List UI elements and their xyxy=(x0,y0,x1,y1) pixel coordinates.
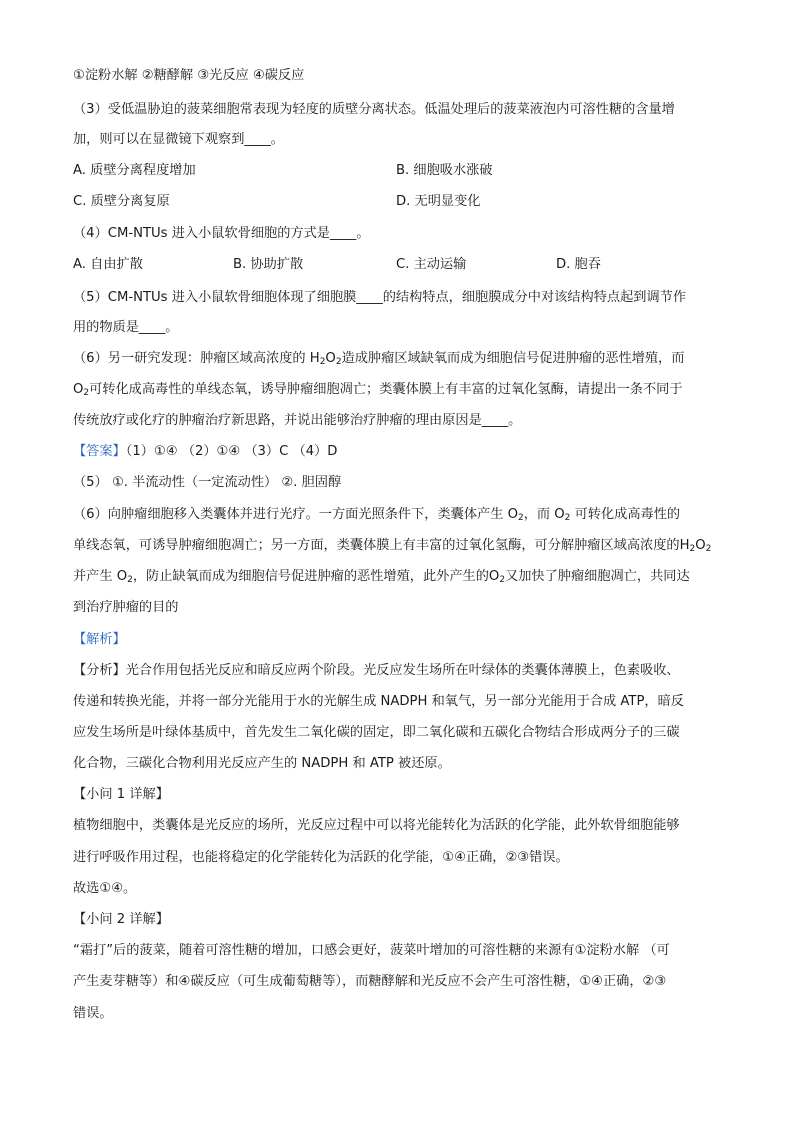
fenxi-line2: 传递和转换光能，并将一部分光能用于水的光解生成 NADPH 和氧气，另一部分光能用于合成 ATP，暗反 xyxy=(73,694,684,709)
sub1-line1: 植物细胞中，类囊体是光反应的场所，光反应过程中可以将光能转化为活跃的化学能，此外软骨细胞能够 xyxy=(73,818,680,833)
sub1-line3: 故选①④。 xyxy=(73,881,137,896)
fenxi-line3: 应发生场所是叶绿体基质中，首先发生二氧化碳的固定，即二氧化碳和五碳化合物结合形成两分子的三碳 xyxy=(73,725,680,740)
fenxi-line1: 【分析】光合作用包括光反应和暗反应两个阶段。光反应发生场所在叶绿体的类囊体薄膜上，色素吸收、 xyxy=(73,663,680,678)
q5-stem-line1: （5）CM-NTUs 进入小鼠软骨细胞体现了细胞膜____的结构特点，细胞膜成分中对该结构特点起到调节作 xyxy=(73,290,687,305)
sub1-heading: 【小问 1 详解】 xyxy=(73,787,169,802)
q3-stem-line1: （3）受低温胁迫的菠菜细胞常表现为轻度的质壁分离状态。低温处理后的菠菜液泡内可溶性糖的含量增 xyxy=(73,102,675,117)
q4-option-c: C. 主动运输 xyxy=(396,257,467,272)
answer-line2: （5） ①. 半流动性（一定流动性） ②. 胆固醇 xyxy=(73,475,342,490)
q6-stem-line2: $O_2$可转化成高毒性的单线态氧，诱导肿瘤细胞凋亡；类囊体膜上有丰富的过氧化氢酶，请提出一条不同于 xyxy=(73,382,683,398)
q3-option-d: D. 无明显变化 xyxy=(396,194,481,209)
q3-option-c: C. 质壁分离复原 xyxy=(73,194,170,209)
q2-options-line: ①淀粉水解 ②糖酵解 ③光反应 ④碳反应 xyxy=(73,68,305,83)
q3-stem-line2: 加，则可以在显微镜下观察到____。 xyxy=(73,132,284,147)
answer-line5: 并产生 $O_2$，防止缺氧而成为细胞信号促进肿瘤的恶性增殖，此外产生的$O_2$又加快了肿瘤细胞凋亡，共同达 xyxy=(73,569,690,585)
q6-stem-line1: （6）另一研究发现：肿瘤区域高浓度的 $H_2O_2$造成肿瘤区域缺氧而成为细胞信号促进肿瘤的恶性增殖，而 xyxy=(73,351,685,367)
answer-line4: 单线态氧，可诱导肿瘤细胞凋亡；另一方面，类囊体膜上有丰富的过氧化氢酶，可分解肿瘤区域高浓度的$H_2O_2$ xyxy=(73,538,712,554)
q4-option-a: A. 自由扩散 xyxy=(73,257,143,272)
answer-line1: 【答案】（1）①④ （2）①④ （3）C （4）D xyxy=(73,444,338,459)
sub2-line1: “霜打”后的菠菜，随着可溶性糖的增加，口感会更好，菠菜叶增加的可溶性糖的来源有①淀粉水解 （可 xyxy=(73,943,670,958)
sub2-line2: 产生麦芽糖等）和④碳反应（可生成葡萄糖等），而糖酵解和光反应不会产生可溶性糖，①④正确，②③ xyxy=(73,974,667,989)
sub2-line3: 错误。 xyxy=(73,1006,113,1021)
q6-stem-line3: 传统放疗或化疗的肿瘤治疗新思路，并说出能够治疗肿瘤的理由原因是____。 xyxy=(73,413,522,428)
sub2-heading: 【小问 2 详解】 xyxy=(73,912,169,927)
q3-option-a: A. 质壁分离程度增加 xyxy=(73,163,196,178)
q3-option-b: B. 细胞吸水涨破 xyxy=(396,163,493,178)
fenxi-label: 【分析】 xyxy=(73,663,126,678)
answer-label: 【答案】 xyxy=(73,444,126,459)
q4-option-d: D. 胞吞 xyxy=(556,257,601,272)
q4-stem: （4）CM-NTUs 进入小鼠软骨细胞的方式是____。 xyxy=(73,226,370,241)
q4-option-b: B. 协助扩散 xyxy=(233,257,304,272)
fenxi-line4: 化合物，三碳化合物利用光反应产生的 NADPH 和 ATP 被还原。 xyxy=(73,756,451,771)
analysis-label: 【解析】 xyxy=(73,632,126,647)
q5-stem-line2: 用的物质是____。 xyxy=(73,320,179,335)
sub1-line2: 进行呼吸作用过程，也能将稳定的化学能转化为活跃的化学能，①④正确，②③错误。 xyxy=(73,850,569,865)
answer-line6: 到治疗肿瘤的目的 xyxy=(73,600,179,615)
answer-line3: （6）向肿瘤细胞移入类囊体并进行光疗。一方面光照条件下，类囊体产生 $O_2$，而 $O_2$ 可转化成高毒性的 xyxy=(73,507,681,523)
